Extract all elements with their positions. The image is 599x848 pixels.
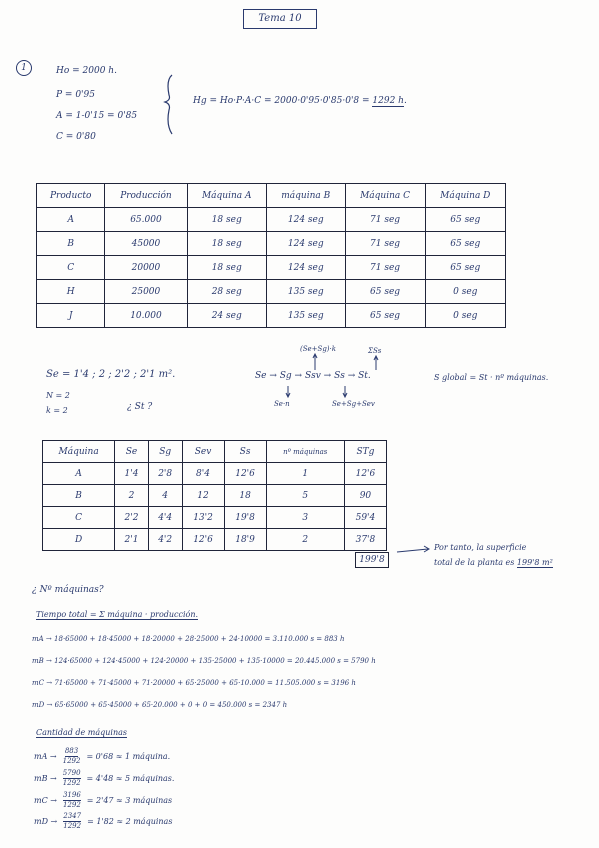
- se-values: Se = 1'4 ; 2 ; 2'2 ; 2'1 m².: [46, 369, 176, 380]
- table-cell: 124 seg: [266, 232, 345, 256]
- table-cell: 65 seg: [425, 208, 505, 232]
- header-sev: Sev: [182, 441, 224, 463]
- table-cell: 19'8: [224, 507, 266, 529]
- table-cell: 20000: [105, 256, 187, 280]
- production-table: [36, 183, 506, 328]
- table-cell: 124 seg: [266, 208, 345, 232]
- table-cell: 37'8: [344, 529, 386, 551]
- table-cell: 90: [344, 485, 386, 507]
- time-result: 20.445.000 s = 5790 h: [294, 657, 376, 665]
- time-line-md: [32, 701, 287, 709]
- qty-result: = 2'47 ≈ 3 máquinas: [86, 796, 173, 805]
- time-result: 3.110.000 s = 883 h: [272, 635, 345, 643]
- qty-lhs: mB →: [34, 774, 57, 783]
- table-row: [43, 463, 387, 485]
- qty-line-mb: [34, 769, 174, 788]
- hg-result: 1292 h: [372, 96, 404, 106]
- table-cell: 59'4: [344, 507, 386, 529]
- label-se-sg-sev: Se+Sg+Sev: [332, 400, 375, 408]
- header-maquina: Máquina: [43, 441, 115, 463]
- label-sum-ss: ΣSs: [368, 347, 382, 355]
- time-line-mc: [32, 679, 356, 687]
- table-cell: H: [37, 280, 105, 304]
- qty-line-ma: [34, 747, 170, 766]
- header-maquina-a: Máquina A: [187, 184, 266, 208]
- fraction-num: 5790: [62, 769, 81, 777]
- conclusion-value: 199'8 m²: [516, 558, 553, 567]
- table-cell: 3: [266, 507, 344, 529]
- table-cell: A: [37, 208, 105, 232]
- table-cell: 1: [266, 463, 344, 485]
- table-cell: 65 seg: [425, 256, 505, 280]
- conclusion-line1: Por tanto, la superficie: [434, 543, 527, 552]
- header-ss: Ss: [224, 441, 266, 463]
- table-cell: 0 seg: [425, 304, 505, 328]
- table-cell: 5: [266, 485, 344, 507]
- table-cell: 65 seg: [345, 280, 425, 304]
- time-lhs: mD →: [32, 701, 53, 709]
- machines-question: ¿ Nº máquinas?: [32, 585, 104, 595]
- time-result: 450.000 s = 2347 h: [217, 701, 288, 709]
- table-cell: 135 seg: [266, 280, 345, 304]
- table-cell: 0 seg: [425, 280, 505, 304]
- fraction-den: 1292: [62, 757, 81, 765]
- table-row: [37, 280, 506, 304]
- qty-result: = 4'48 ≈ 5 máquinas.: [86, 774, 175, 783]
- page-title: Tema 10: [243, 9, 317, 29]
- table-cell: 71 seg: [345, 232, 425, 256]
- table-cell: J: [37, 304, 105, 328]
- time-line-ma: [32, 635, 344, 643]
- header-maquina-b: máquina B: [266, 184, 345, 208]
- hg-formula-text: Hg = Ho·P·A·C = 2000·0'95·0'85·0'8 =: [193, 96, 370, 106]
- table-cell: B: [43, 485, 115, 507]
- table-cell: 2: [266, 529, 344, 551]
- table-cell: 12'6: [224, 463, 266, 485]
- table-cell: 25000: [105, 280, 187, 304]
- table-cell: 13'2: [182, 507, 224, 529]
- production-table-header: [37, 184, 506, 208]
- fraction-num: 883: [64, 747, 79, 755]
- table-cell: 71 seg: [345, 256, 425, 280]
- time-expr: 71·65000 + 71·45000 + 71·20000 + 65·25000 + 65·10.000 =: [54, 679, 273, 687]
- table-cell: 2'1: [115, 529, 149, 551]
- fraction: [63, 791, 81, 810]
- qty-result: = 1'82 ≈ 2 máquinas: [87, 817, 173, 826]
- table-cell: 45000: [105, 232, 187, 256]
- surface-total: 199'8: [355, 552, 389, 568]
- table-cell: 10.000: [105, 304, 187, 328]
- time-lhs: mB →: [32, 657, 52, 665]
- header-produccion: Producción: [105, 184, 187, 208]
- label-se-n: Se·n: [274, 400, 290, 408]
- table-cell: 65 seg: [345, 304, 425, 328]
- n-value: N = 2: [46, 391, 70, 400]
- table-cell: 18 seg: [187, 256, 266, 280]
- table-cell: 124 seg: [266, 256, 345, 280]
- table-cell: 12'6: [344, 463, 386, 485]
- table-row: [43, 507, 387, 529]
- header-stg: STg: [344, 441, 386, 463]
- total-time-heading-text: Tiempo total = Σ máquina · producción.: [36, 610, 199, 619]
- qty-lhs: mA →: [34, 752, 57, 761]
- table-row: [37, 256, 506, 280]
- global-surface-formula: S global = St · nº máquinas.: [434, 373, 549, 382]
- table-row: [43, 529, 387, 551]
- fraction-num: 3196: [62, 791, 81, 799]
- k-value: k = 2: [46, 406, 68, 415]
- surface-table: [42, 440, 387, 551]
- qty-line-md: [34, 812, 172, 831]
- fraction-den: 1292: [62, 801, 81, 809]
- time-expr: 18·65000 + 18·45000 + 18·20000 + 28·25000 + 24·10000 =: [54, 635, 271, 643]
- table-cell: 12'6: [182, 529, 224, 551]
- total-time-heading: [36, 610, 198, 619]
- table-row: [37, 304, 506, 328]
- table-cell: B: [37, 232, 105, 256]
- table-cell: C: [37, 256, 105, 280]
- problem-number: 1: [16, 60, 32, 76]
- hg-formula: Hg = Ho·P·A·C = 2000·0'95·0'85·0'8 = 1292 h.: [193, 96, 407, 106]
- fraction: [63, 769, 81, 788]
- table-row: [37, 208, 506, 232]
- table-cell: 135 seg: [266, 304, 345, 328]
- table-cell: 2'8: [148, 463, 182, 485]
- fraction-num: 2347: [63, 812, 82, 820]
- fraction: [63, 747, 81, 766]
- time-lhs: mC →: [32, 679, 53, 687]
- table-row: [37, 232, 506, 256]
- machines-qty-heading: [36, 728, 127, 737]
- table-cell: 18'9: [224, 529, 266, 551]
- given-ho: Ho = 2000 h.: [56, 66, 117, 76]
- table-cell: 2: [115, 485, 149, 507]
- qty-line-mc: [34, 791, 172, 810]
- conclusion-text: total de la planta es: [434, 558, 515, 567]
- st-question: ¿ St ?: [127, 402, 153, 412]
- header-sg: Sg: [148, 441, 182, 463]
- qty-lhs: mD →: [34, 817, 58, 826]
- header-producto: Producto: [37, 184, 105, 208]
- table-cell: 4: [148, 485, 182, 507]
- table-cell: 24 seg: [187, 304, 266, 328]
- qty-result: = 0'68 ≈ 1 máquina.: [86, 752, 171, 761]
- time-line-mb: [32, 657, 376, 665]
- time-lhs: mA →: [32, 635, 52, 643]
- header-se: Se: [115, 441, 149, 463]
- table-cell: 65.000: [105, 208, 187, 232]
- given-p: P = 0'95: [56, 90, 95, 100]
- given-a: A = 1-0'15 = 0'85: [56, 111, 138, 121]
- table-cell: D: [43, 529, 115, 551]
- header-maquina-d: Máquina D: [425, 184, 505, 208]
- time-expr: 65·65000 + 65·45000 + 65·20.000 + 0 + 0 =: [54, 701, 216, 709]
- machines-qty-heading-text: Cantidad de máquinas: [36, 728, 127, 737]
- table-row: [43, 485, 387, 507]
- surface-chain: Se → Sg → Ssv → Ss → St.: [255, 371, 371, 381]
- header-maquina-c: Máquina C: [345, 184, 425, 208]
- given-c: C = 0'80: [56, 132, 96, 142]
- table-cell: 8'4: [182, 463, 224, 485]
- time-expr: 124·65000 + 124·45000 + 124·20000 + 135·25000 + 135·10000 =: [54, 657, 293, 665]
- table-cell: 12: [182, 485, 224, 507]
- table-cell: 18 seg: [187, 208, 266, 232]
- table-cell: C: [43, 507, 115, 529]
- time-result: 11.505.000 s = 3196 h: [275, 679, 356, 687]
- fraction: [63, 812, 81, 831]
- conclusion-line2: [434, 558, 553, 567]
- table-cell: 1'4: [115, 463, 149, 485]
- table-cell: 18 seg: [187, 232, 266, 256]
- fraction-den: 1292: [62, 779, 81, 787]
- table-cell: 4'2: [148, 529, 182, 551]
- table-cell: 2'2: [115, 507, 149, 529]
- table-cell: 4'4: [148, 507, 182, 529]
- table-cell: 28 seg: [187, 280, 266, 304]
- table-cell: 65 seg: [425, 232, 505, 256]
- label-sesg-k: (Se+Sg)·k: [300, 345, 337, 353]
- surface-table-header: [43, 441, 387, 463]
- header-n-maquinas: nº máquinas: [266, 441, 344, 463]
- table-cell: 18: [224, 485, 266, 507]
- table-cell: A: [43, 463, 115, 485]
- fraction-den: 1292: [63, 822, 82, 830]
- table-cell: 71 seg: [345, 208, 425, 232]
- qty-lhs: mC →: [34, 796, 57, 805]
